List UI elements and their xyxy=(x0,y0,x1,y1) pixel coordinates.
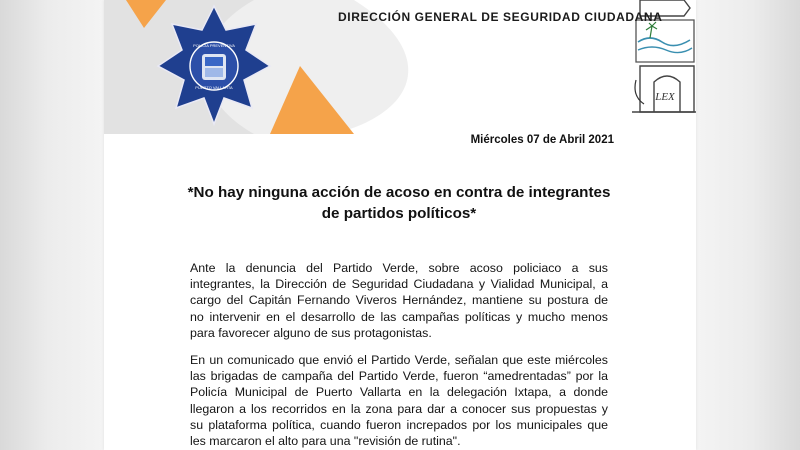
paragraph-line: Ante la denuncia del Partido Verde, sobre acoso policiaco a sus xyxy=(190,261,608,275)
body-paragraph xyxy=(190,352,608,449)
paragraph-line: cargo del Capitán Fernando Viveros Hernández, mantiene su postura de xyxy=(190,293,608,308)
headline-line: *No hay ninguna acción de acoso en contra de integrantes xyxy=(187,184,611,201)
emblem-text: LEX xyxy=(655,91,675,103)
headline-line: de partidos políticos* xyxy=(321,205,477,222)
paragraph-line: Policía Municipal de Puerto Vallarta en la delegación Ixtapa, a donde xyxy=(190,385,608,400)
paragraph-line: para favorecer alguno de sus protagonistas. xyxy=(190,325,432,340)
paragraph-line: integrantes, la Dirección de Seguridad Ciudadana y Vialidad Municipal, a xyxy=(190,277,608,292)
paragraph-line: no intervenir en el desarrollo de las campañas políticas y mucho menos xyxy=(190,309,608,324)
paragraph-line: les marcaron el alto para una "revisión de rutina". xyxy=(190,434,461,449)
document-date: Miércoles 07 de Abril 2021 xyxy=(470,134,614,146)
paragraph-line: llegaron a los recorridos en la zona para dar a conocer sus propuestas y xyxy=(190,401,608,416)
agency-name: DIRECCIÓN GENERAL DE SEGURIDAD CIUDADANA xyxy=(338,10,663,24)
paragraph-line: En un comunicado que envió el Partido Verde, señalan que este miércoles xyxy=(190,353,608,367)
badge-text-top: POLICIA PREVENTIVA xyxy=(193,43,235,48)
headline xyxy=(184,182,614,224)
document-page xyxy=(104,0,696,450)
paragraph-line: su plataforma política, cuando fueron increpados por los municipales que xyxy=(190,417,608,432)
body-paragraph xyxy=(190,260,608,341)
badge-text-bottom: PUERTO VALLARTA xyxy=(195,85,233,90)
paragraph-line: las brigadas de campaña del Partido Verde, fueron “amedrentadas” por la xyxy=(190,369,608,384)
